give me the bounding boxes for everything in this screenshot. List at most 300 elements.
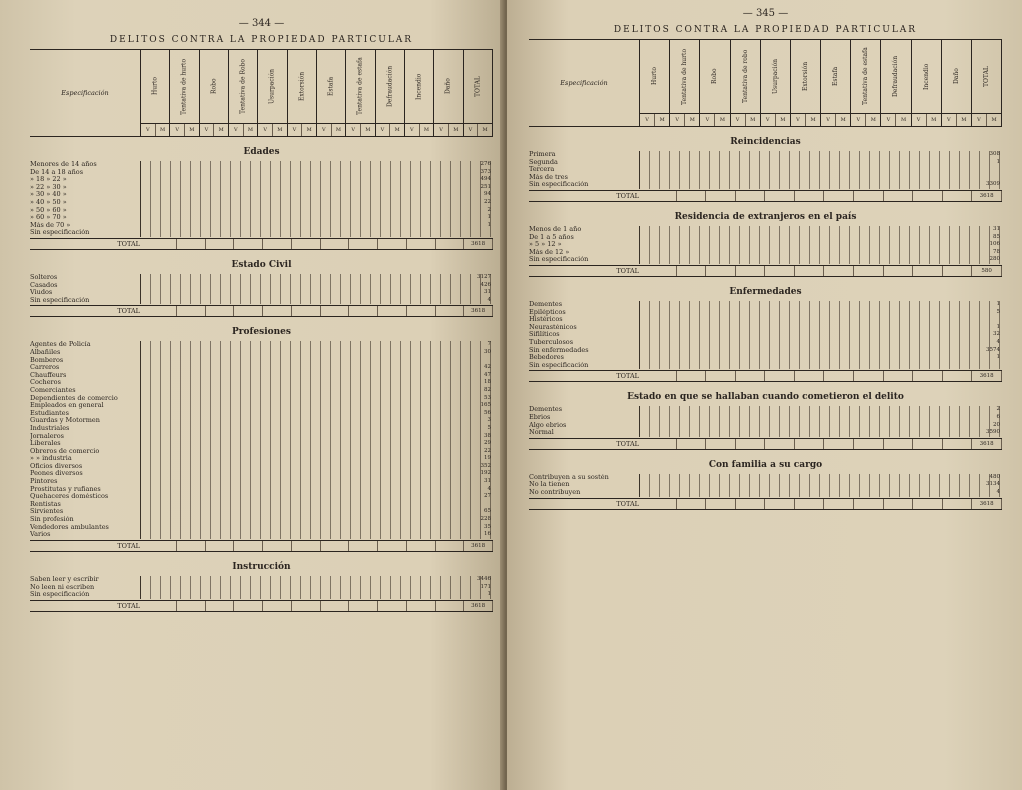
row-total: 32 bbox=[993, 331, 1000, 338]
column-label: Usurpación bbox=[268, 68, 276, 105]
section-title: Reincidencias bbox=[730, 137, 801, 147]
row-label: » 40 » 50 » bbox=[30, 198, 67, 206]
row-label: Cocheros bbox=[30, 379, 61, 387]
column-8 bbox=[376, 50, 405, 136]
row-total: 3309 bbox=[986, 181, 1000, 188]
row-label: Normal bbox=[529, 429, 554, 437]
column-11 bbox=[464, 50, 493, 136]
section-rows bbox=[529, 226, 1002, 264]
column-label: Robo bbox=[711, 68, 719, 85]
section-2 bbox=[529, 287, 1002, 382]
section-0 bbox=[529, 137, 1002, 202]
total-value: 3618 bbox=[972, 371, 1002, 381]
column-label: Estafa bbox=[832, 66, 840, 87]
column-label: Incendio bbox=[922, 63, 930, 90]
v-m-subheader: V M bbox=[821, 113, 850, 126]
section-1 bbox=[30, 260, 493, 317]
total-row bbox=[30, 600, 493, 612]
column-label: Tentativa de hurto bbox=[180, 58, 188, 115]
total-values bbox=[148, 239, 493, 249]
total-values bbox=[647, 439, 1002, 449]
row-total: 2 bbox=[996, 406, 1000, 413]
column-label: Daño bbox=[444, 78, 452, 95]
total-value: 3618 bbox=[464, 306, 493, 316]
spec-header: Especificación bbox=[30, 50, 141, 136]
row-label: Sin especificación bbox=[30, 296, 90, 304]
column-1 bbox=[670, 40, 700, 126]
column-2 bbox=[200, 50, 229, 136]
row-labels bbox=[529, 151, 639, 189]
right-page bbox=[507, 0, 1022, 790]
section-rows bbox=[529, 151, 1002, 189]
row-total: 18 bbox=[484, 379, 491, 386]
row-label: Sin especificación bbox=[529, 361, 589, 369]
total-values bbox=[647, 191, 1002, 201]
total-row bbox=[30, 238, 493, 250]
total-row bbox=[529, 498, 1002, 510]
row-labels bbox=[529, 226, 639, 264]
total-value: 3618 bbox=[972, 499, 1002, 509]
total-values bbox=[148, 306, 493, 316]
v-m-subheader: V M bbox=[942, 113, 971, 126]
total-label: TOTAL bbox=[616, 192, 639, 200]
row-label: » 30 » 40 » bbox=[30, 191, 67, 199]
row-total: 192 bbox=[480, 470, 491, 477]
column-label: Hurto bbox=[151, 77, 159, 96]
row-label: Epilépticos bbox=[529, 308, 566, 316]
row-total: 4 bbox=[487, 485, 491, 492]
column-4 bbox=[258, 50, 287, 136]
row-label: Carreros bbox=[30, 364, 60, 372]
column-10 bbox=[434, 50, 463, 136]
v-m-subheader: V M bbox=[972, 113, 1001, 126]
column-6 bbox=[317, 50, 346, 136]
column-header bbox=[30, 49, 493, 137]
row-total: 47 bbox=[484, 371, 491, 378]
row-label: Más de tres bbox=[529, 173, 568, 181]
row-totals bbox=[481, 341, 492, 538]
row-label: » 18 » 22 » bbox=[30, 176, 67, 184]
row-label: Sin enfermedades bbox=[529, 346, 589, 354]
row-label: Tuberculosos bbox=[529, 338, 574, 346]
row-label: Primera bbox=[529, 151, 556, 158]
row-total: 106 bbox=[989, 241, 1000, 248]
column-9 bbox=[912, 40, 942, 126]
row-total bbox=[986, 166, 1000, 174]
row-label: » 50 » 60 » bbox=[30, 206, 67, 214]
row-label: Casados bbox=[30, 281, 58, 289]
section-title: Enfermedades bbox=[729, 287, 802, 297]
row-totals bbox=[990, 226, 1001, 264]
row-total: 82 bbox=[484, 386, 491, 393]
row-total: 4 bbox=[487, 296, 491, 303]
row-total: 94 bbox=[484, 191, 491, 198]
total-row bbox=[30, 540, 493, 552]
section-rows bbox=[529, 474, 1002, 497]
total-value: 3618 bbox=[972, 439, 1002, 449]
row-total: 1 bbox=[996, 158, 1000, 165]
total-label: TOTAL bbox=[117, 307, 140, 316]
row-total: 20 bbox=[993, 421, 1000, 428]
total-values bbox=[647, 266, 1002, 276]
total-values bbox=[647, 371, 1002, 381]
row-total: 276 bbox=[480, 161, 491, 167]
row-total: 494 bbox=[480, 176, 491, 183]
row-total: 22 bbox=[484, 447, 491, 454]
row-label: Obreros de comercio bbox=[30, 447, 100, 455]
column-10 bbox=[942, 40, 972, 126]
row-total: 373 bbox=[480, 168, 491, 175]
total-label: TOTAL bbox=[616, 439, 639, 448]
row-total bbox=[986, 362, 1000, 370]
v-m-subheader: V M bbox=[640, 113, 669, 126]
data-grid bbox=[140, 161, 493, 237]
total-label: TOTAL bbox=[117, 601, 140, 610]
row-total: 280 bbox=[989, 256, 1000, 263]
column-7 bbox=[851, 40, 881, 126]
row-labels bbox=[529, 406, 639, 436]
row-label: Estudiantes bbox=[30, 409, 69, 417]
section-title: Profesiones bbox=[232, 327, 291, 338]
total-values bbox=[148, 601, 493, 611]
row-total: 480 bbox=[989, 473, 1000, 480]
v-m-subheader: V M bbox=[881, 113, 910, 126]
v-m-subheader: V M bbox=[258, 123, 286, 136]
column-label: Tentativa de hurto bbox=[681, 48, 689, 105]
spec-header: Especificación bbox=[529, 40, 640, 126]
column-8 bbox=[881, 40, 911, 126]
data-grid bbox=[140, 576, 493, 599]
row-totals bbox=[481, 161, 492, 237]
row-labels bbox=[30, 341, 140, 539]
row-label: Bomberos bbox=[30, 356, 64, 364]
section-title: Con familia a su cargo bbox=[708, 459, 823, 470]
row-totals bbox=[986, 151, 1000, 189]
row-total bbox=[481, 229, 492, 237]
row-label: Menores de 14 años bbox=[30, 161, 97, 168]
column-label: Tentativa de estafa bbox=[862, 47, 870, 106]
section-rows bbox=[529, 301, 1002, 369]
v-m-subheader: V M bbox=[170, 123, 198, 136]
row-total: 85 bbox=[993, 233, 1000, 240]
column-label: Tentativa de Robo bbox=[239, 58, 247, 115]
v-m-subheader: V M bbox=[317, 123, 345, 136]
row-total: 22 bbox=[484, 198, 491, 205]
row-total: 3127 bbox=[477, 274, 491, 280]
sections bbox=[529, 137, 1002, 510]
row-label: Quehaceres domésticos bbox=[30, 493, 109, 501]
section-title: Instrucción bbox=[232, 561, 291, 572]
section-4 bbox=[529, 460, 1002, 510]
column-label: Tentativa de robo bbox=[741, 49, 749, 104]
row-labels bbox=[529, 474, 639, 497]
row-total: 308 bbox=[989, 151, 1000, 157]
row-total: 19 bbox=[484, 455, 491, 462]
section-rows bbox=[30, 161, 493, 237]
section-2 bbox=[30, 327, 493, 552]
row-total: 1 bbox=[996, 323, 1000, 330]
row-total: 3134 bbox=[986, 481, 1000, 488]
row-total: 53 bbox=[484, 394, 491, 401]
row-label: » 60 » 70 » bbox=[30, 214, 67, 222]
data-grid bbox=[639, 226, 1002, 264]
row-total: 65 bbox=[484, 508, 491, 515]
total-value: 3618 bbox=[464, 541, 493, 551]
row-total: 171 bbox=[480, 583, 491, 590]
total-label: TOTAL bbox=[117, 541, 140, 550]
section-rows bbox=[30, 341, 493, 539]
column-label: Extorsión bbox=[298, 71, 306, 102]
v-m-subheader: V M bbox=[200, 123, 228, 136]
table-title: DELITOS CONTRA LA PROPIEDAD PARTICULAR bbox=[613, 25, 918, 35]
row-total: 6 bbox=[996, 413, 1000, 420]
column-3 bbox=[229, 50, 258, 136]
row-label: De 14 a 18 años bbox=[30, 168, 84, 176]
row-totals bbox=[986, 301, 1000, 369]
row-total: 31 bbox=[484, 478, 491, 485]
table-title: DELITOS CONTRA LA PROPIEDAD PARTICULAR bbox=[109, 35, 414, 45]
column-7 bbox=[346, 50, 375, 136]
row-label: Dementes bbox=[529, 406, 563, 414]
row-label: Prostitutas y rufianes bbox=[30, 485, 101, 493]
row-label: » 5 » 12 » bbox=[529, 241, 562, 249]
sections bbox=[30, 147, 493, 612]
row-totals bbox=[477, 576, 491, 599]
row-total: 251 bbox=[480, 183, 491, 190]
column-1 bbox=[170, 50, 199, 136]
v-m-subheader: V M bbox=[288, 123, 316, 136]
row-label: Rentistas bbox=[30, 500, 61, 508]
data-grid bbox=[639, 406, 1002, 436]
column-header bbox=[529, 39, 1002, 127]
row-labels bbox=[30, 161, 140, 237]
total-label: TOTAL bbox=[616, 499, 639, 508]
row-total: 38 bbox=[484, 432, 491, 439]
v-m-subheader: V M bbox=[229, 123, 257, 136]
row-label: Guardas y Motormen bbox=[30, 417, 100, 425]
row-label: Comerciantes bbox=[30, 386, 76, 394]
row-label: Sirvientes bbox=[30, 508, 64, 516]
row-label: Solteros bbox=[30, 274, 58, 281]
column-label: Extorsión bbox=[801, 61, 809, 92]
row-total: 228 bbox=[480, 516, 491, 523]
row-label: No la tienen bbox=[529, 481, 570, 489]
v-m-subheader: V M bbox=[670, 113, 699, 126]
row-total: 352 bbox=[480, 462, 491, 469]
v-m-subheader: V M bbox=[791, 113, 820, 126]
row-total: 2 bbox=[487, 206, 491, 213]
row-label: No leen ni escriben bbox=[30, 583, 95, 591]
data-grid bbox=[639, 474, 1002, 497]
row-label: Peones diversos bbox=[30, 470, 83, 478]
row-total: 426 bbox=[480, 281, 491, 288]
total-values bbox=[148, 541, 493, 551]
v-m-subheader: V M bbox=[700, 113, 729, 126]
column-label: Defraudación bbox=[892, 55, 900, 98]
section-0 bbox=[30, 147, 493, 250]
column-3 bbox=[731, 40, 761, 126]
row-total: 3446 bbox=[477, 575, 491, 582]
row-label: Sin especificación bbox=[30, 591, 90, 599]
row-total: 78 bbox=[993, 248, 1000, 255]
row-label: Jornaleros bbox=[30, 432, 64, 440]
section-3 bbox=[529, 392, 1002, 449]
total-label: TOTAL bbox=[616, 372, 639, 381]
row-labels bbox=[30, 274, 140, 304]
total-row bbox=[529, 370, 1002, 382]
row-total: 29 bbox=[484, 440, 491, 447]
row-label: Histéricos bbox=[529, 316, 563, 324]
section-rows bbox=[529, 406, 1002, 436]
row-total: 5 bbox=[996, 308, 1000, 315]
column-label: Hurto bbox=[651, 67, 659, 86]
column-label: Defraudación bbox=[386, 65, 394, 108]
v-m-subheader: V M bbox=[405, 123, 433, 136]
total-value: 580 bbox=[972, 266, 1002, 276]
section-3 bbox=[30, 562, 493, 612]
row-label: Varios bbox=[30, 531, 51, 539]
column-0 bbox=[141, 50, 170, 136]
row-label: Agentes de Policía bbox=[30, 341, 91, 349]
row-label: Neurasténicos bbox=[529, 323, 577, 331]
row-label: » 22 » 30 » bbox=[30, 183, 67, 191]
row-label: Sin especificación bbox=[529, 181, 589, 189]
row-label: Más de 12 » bbox=[529, 248, 570, 256]
row-label: Tercera bbox=[529, 166, 555, 174]
row-total bbox=[986, 174, 1000, 182]
row-total: 3574 bbox=[986, 346, 1000, 353]
total-label: TOTAL bbox=[616, 267, 639, 275]
row-total: 56 bbox=[484, 409, 491, 416]
column-2 bbox=[700, 40, 730, 126]
row-total: 31 bbox=[993, 226, 1000, 232]
v-m-subheader: V M bbox=[141, 123, 169, 136]
row-label: Sin especificación bbox=[529, 256, 589, 264]
column-label: TOTAL bbox=[474, 76, 482, 97]
column-6 bbox=[821, 40, 851, 126]
row-total: 30 bbox=[484, 348, 491, 355]
row-label: Algo ebrios bbox=[529, 421, 567, 429]
column-label: Incendio bbox=[415, 73, 423, 100]
row-total: 7 bbox=[487, 341, 491, 348]
row-label: Empleados en general bbox=[30, 402, 104, 410]
data-grid bbox=[639, 301, 1002, 369]
column-label: Daño bbox=[952, 68, 960, 85]
row-label: Vendedores ambulantes bbox=[30, 523, 109, 531]
column-9 bbox=[405, 50, 434, 136]
row-label: Albañiles bbox=[30, 348, 61, 356]
column-label: Tentativa de estafa bbox=[356, 57, 364, 116]
total-row bbox=[529, 190, 1002, 202]
row-label: Oficios diversos bbox=[30, 462, 83, 470]
row-totals bbox=[477, 274, 491, 304]
data-grid bbox=[639, 151, 1002, 189]
v-m-subheader: V M bbox=[464, 123, 492, 136]
column-5 bbox=[288, 50, 317, 136]
row-totals bbox=[986, 406, 1000, 436]
section-1 bbox=[529, 212, 1002, 277]
total-row bbox=[529, 438, 1002, 450]
total-row bbox=[30, 305, 493, 317]
row-total: 4 bbox=[996, 338, 1000, 345]
row-label: Bebedores bbox=[529, 354, 564, 362]
row-total: 3 bbox=[487, 417, 491, 424]
v-m-subheader: V M bbox=[346, 123, 374, 136]
total-values bbox=[647, 499, 1002, 509]
section-rows bbox=[30, 576, 493, 599]
total-value: 3618 bbox=[464, 239, 493, 249]
row-label: Chauffeurs bbox=[30, 371, 67, 379]
row-total: 3590 bbox=[986, 429, 1000, 436]
row-label: No contribuyen bbox=[529, 488, 581, 496]
section-title: Estado en que se hallaban cuando cometieron el delito bbox=[627, 392, 904, 403]
row-label: Industriales bbox=[30, 424, 70, 432]
row-total: 1 bbox=[996, 354, 1000, 361]
row-label: Segunda bbox=[529, 158, 558, 166]
row-label: Dependientes de comercio bbox=[30, 394, 118, 402]
row-total: 31 bbox=[484, 289, 491, 296]
data-grid bbox=[140, 274, 493, 304]
row-total: 4 bbox=[996, 488, 1000, 495]
row-label: Liberales bbox=[30, 440, 61, 448]
row-label: Sin profesión bbox=[30, 516, 74, 524]
v-m-subheader: V M bbox=[851, 113, 880, 126]
row-total: 27 bbox=[484, 493, 491, 500]
row-total bbox=[481, 501, 492, 509]
v-m-subheader: V M bbox=[912, 113, 941, 126]
row-label: Más de 70 » bbox=[30, 221, 71, 229]
row-total: 5 bbox=[487, 424, 491, 431]
row-total: 1 bbox=[996, 301, 1000, 307]
page-number: — 345 — bbox=[742, 8, 789, 19]
row-label: » » industria bbox=[30, 455, 72, 463]
v-m-subheader: V M bbox=[434, 123, 462, 136]
row-total: 1 bbox=[487, 221, 491, 228]
row-total bbox=[481, 357, 492, 365]
v-m-subheader: V M bbox=[761, 113, 790, 126]
row-total: 42 bbox=[484, 364, 491, 371]
total-value: 3618 bbox=[972, 191, 1002, 201]
row-label: Sifilíticos bbox=[529, 331, 560, 339]
v-m-subheader: V M bbox=[731, 113, 760, 126]
total-label: TOTAL bbox=[117, 240, 140, 248]
total-value: 3618 bbox=[464, 601, 493, 611]
section-title: Estado Civil bbox=[231, 260, 292, 270]
column-0 bbox=[640, 40, 670, 126]
row-total: 1 bbox=[487, 591, 491, 598]
row-total: 165 bbox=[480, 402, 491, 409]
row-label: Ebrios bbox=[529, 413, 551, 421]
column-label: Usurpación bbox=[771, 58, 779, 95]
row-label: Saben leer y escribir bbox=[30, 575, 99, 583]
column-label: Estafa bbox=[327, 76, 335, 97]
section-rows bbox=[30, 274, 493, 304]
page-number: — 344 — bbox=[238, 18, 285, 29]
row-total bbox=[986, 316, 1000, 324]
row-label: Menos de 1 año bbox=[529, 226, 582, 233]
row-label: Contribuyen a su sostén bbox=[529, 473, 609, 481]
column-5 bbox=[791, 40, 821, 126]
row-total: 16 bbox=[484, 531, 491, 538]
column-4 bbox=[761, 40, 791, 126]
total-row bbox=[529, 265, 1002, 277]
row-label: Sin especificación bbox=[30, 229, 90, 237]
left-page bbox=[0, 0, 505, 790]
row-labels bbox=[30, 576, 140, 599]
row-label: Pintores bbox=[30, 478, 58, 486]
row-total: 35 bbox=[484, 523, 491, 530]
v-m-subheader: V M bbox=[376, 123, 404, 136]
